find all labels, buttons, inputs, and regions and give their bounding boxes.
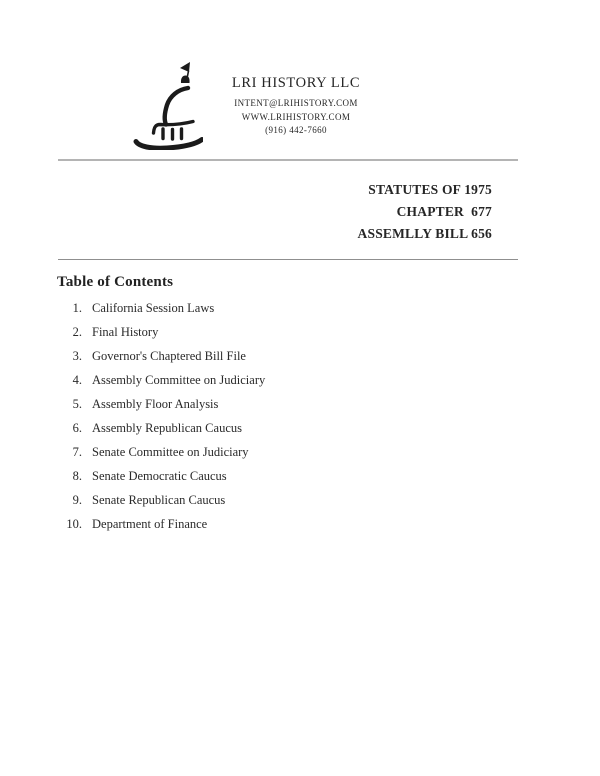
toc-item [50,468,265,484]
toc-item [50,372,265,388]
toc-item-number: 2. [72,325,82,339]
company-website: WWW.LRIHISTORY.COM [241,111,351,122]
toc-item [50,396,265,412]
toc-item-label: Senate Democratic Caucus [92,469,227,483]
toc-item-label: California Session Laws [92,301,215,315]
chapter-line: CHAPTER 677 [396,204,492,219]
toc-item-number: 7. [72,445,82,459]
toc-item [50,420,265,436]
toc-item-label: Assembly Committee on Judiciary [92,373,266,387]
toc-item-label: Governor's Chaptered Bill File [92,349,246,363]
toc-item-number: 6. [72,421,82,435]
company-phone: (916) 442-7660 [265,125,327,135]
company-name: LRI HISTORY LLC [231,75,361,91]
toc-item-number: 3. [72,349,82,363]
toc-item-number: 8. [72,469,82,483]
toc-item [50,300,265,316]
company-email: INTENT@LRIHISTORY.COM [234,98,358,108]
assembly-bill-line: ASSEMLLY BILL 656 [357,226,492,241]
letterhead [146,74,446,138]
toc-item [50,516,265,532]
toc-item-label: Final History [92,325,159,339]
toc-item [50,444,265,460]
toc-item-number: 10. [66,517,82,531]
toc-item-label: Assembly Floor Analysis [92,397,219,411]
toc-item-label: Senate Committee on Judiciary [92,445,249,459]
toc-item-number: 4. [72,373,82,387]
divider-top [58,159,518,161]
toc-item [50,492,265,508]
toc-list [50,300,265,540]
toc-item-label: Assembly Republican Caucus [92,421,242,435]
toc-item [50,348,265,364]
toc-item-label: Department of Finance [92,517,208,531]
toc-item-number: 5. [72,397,82,411]
toc-item-number: 1. [72,301,82,315]
statute-reference-block [358,179,492,245]
toc-title: Table of Contents [57,274,174,290]
statutes-year-line: STATUTES OF 1975 [368,182,492,197]
divider-bottom [58,259,518,260]
toc-item [50,324,265,340]
toc-item-number: 9. [72,493,82,507]
toc-item-label: Senate Republican Caucus [92,493,226,507]
